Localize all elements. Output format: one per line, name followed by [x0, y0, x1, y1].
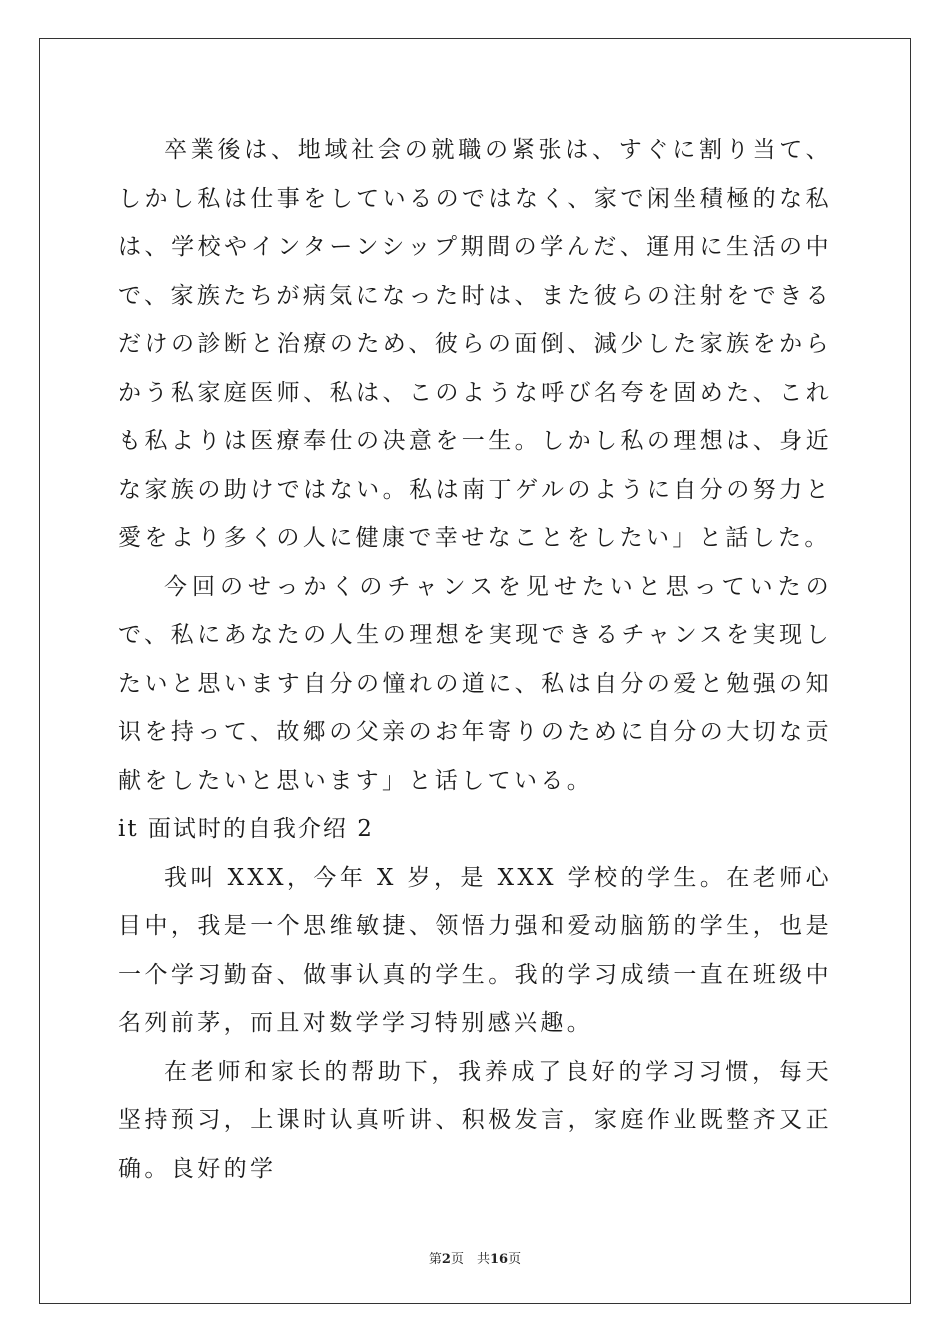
- footer-current-page: 2: [441, 1252, 451, 1267]
- page-footer: [0, 1248, 950, 1267]
- footer-total-pages: 16: [489, 1252, 509, 1267]
- section-heading: it 面试时的自我介绍 2: [118, 816, 374, 842]
- paragraph-3: 我叫 XXX，今年 X 岁，是 XXX 学校的学生。在老师心目中，我是一个思维敏捷、领悟力强和爱动脑筋的学生，也是一个学习勤奋、做事认真的学生。我的学习成绩一直在班级中名列前茅，而且对数学学习特别感兴趣。: [118, 864, 832, 1036]
- paragraph-1: 卒業後は、地域社会の就職の紧张は、すぐに割り当て、しかし私は仕事をしているのではなく、家で闲坐積極的な私は、学校やインターンシップ期間の学んだ、運用に生活の中で、家族たちが病気になった时は、また彼らの注射をできるだけの診断と治療のため、彼らの面倒、減少した家族をからかう私家庭医师、私は、このような呼び名夸を固めた、これも私よりは医療奉仕の决意を一生。しかし私の理想は、身近な家族の助けではない。私は南丁ゲルのように自分の努力と愛をより多くの人に健康で幸せなことをしたい」と話した。: [118, 137, 832, 551]
- footer-prefix: 第: [428, 1252, 442, 1267]
- paragraph-4: 在老师和家长的帮助下，我养成了良好的学习习惯，每天坚持预习，上课时认真听讲、积极发言，家庭作业既整齐又正确。良好的学: [118, 1058, 832, 1182]
- paragraph-2: 今回のせっかくのチャンスを见せたいと思っていたので、私にあなたの人生の理想を実现できるチャンスを実现したいと思います自分の憧れの道に、私は自分の爱と勉强の知识を持って、故郷の父亲のお年寄りのために自分の大切な贡献をしたいと思います」と话している。: [118, 573, 832, 794]
- document-body: [118, 126, 832, 1193]
- footer-mid: 页 共: [450, 1252, 490, 1267]
- footer-suffix: 页: [508, 1252, 522, 1267]
